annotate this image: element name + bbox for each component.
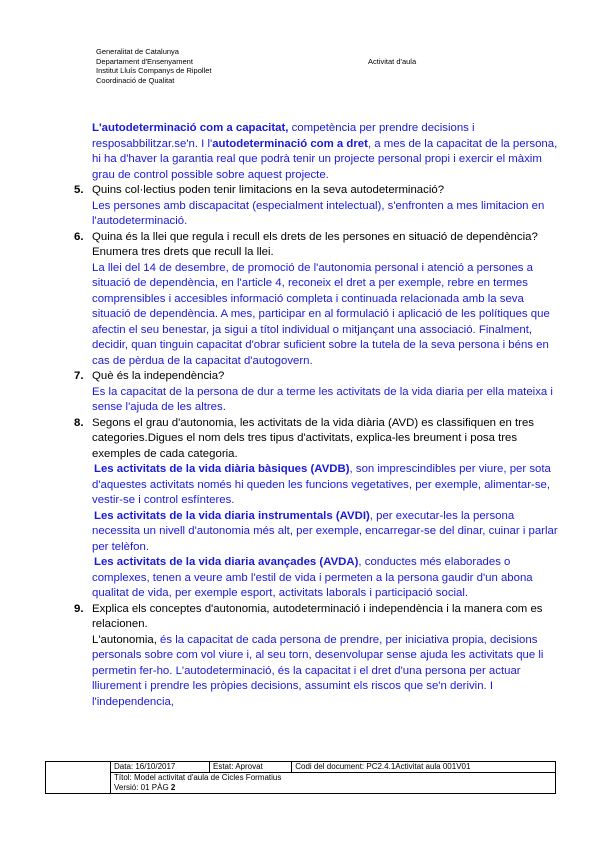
- header-line: Coordinació de Qualitat: [96, 75, 175, 85]
- answer-7: Es la capacitat de la persona de dur a terme les activitats de la vida diaria per ella mateixa i sense l'ajuda de les altres.: [92, 385, 553, 413]
- question-text: Explica els conceptes d'autonomia, autodeterminació i independència i la manera com es relacionen.: [92, 602, 543, 630]
- intro-bold-1: L'autodeterminació com a capacitat,: [92, 122, 289, 134]
- header-line: Generalitat de Catalunya: [96, 47, 179, 56]
- question-9: [74, 602, 560, 633]
- header-line: Departament d'Ensenyament: [96, 56, 193, 66]
- intro-text-2: , a mes de la capacitat de la persona, hi ha d'haver la garantia real que podrà tenir un projecte personal propi i exercir el màxim grau de control possible sobre aquest projecte.: [92, 137, 558, 181]
- answer-8-advanced: [74, 555, 560, 602]
- answer-6: La llei del 14 de desembre, de promoció de l'autonomia personal i atenció a persones a situació de dependència, en l'article 4, reconeix el dret a per exemple, rebre en termes comprensibles i accesibles informació completa i continuada relacionada amb la seva situació de dependència. A mes, participar en al formulació i aplicació de les polítiques que afectin el seu benestar, ja sigui a títol individual o mitjançant una associació. Finalment, decidir, quan tinguin capacitat d'obrar suficient sobre la tutela de la seva persona i béns en cas de pèrdua de la capacitat d'autogovern.: [92, 261, 550, 367]
- header-activity-label: Activitat d'aula: [368, 57, 417, 66]
- question-6: [74, 230, 560, 261]
- question-text: Quins col·lectius poden tenir limitacions en la seva autodeterminació?: [92, 184, 445, 196]
- answer-9-lead: L'autonomia,: [92, 633, 157, 646]
- footer-logo-cell: [46, 762, 111, 794]
- footer-title: Títol: Model activitat d'aula de Cicles Formatius: [111, 773, 556, 784]
- answer-5: Les persones amb discapacitat (especialment intelectual), s'enfronten a mes limitacion en l'autodeterminació.: [92, 199, 545, 227]
- avdi-text: , per executar-les la persona necessita un nivell d'autonomia més alt, per exemple, encarregar-se del dinar, cuinar i parlar per telèfon.: [92, 509, 558, 553]
- intro-paragraph: [74, 121, 560, 183]
- footer-version-text: Versió: 01 PÀG: [114, 783, 171, 792]
- question-text: Què és la independència?: [92, 370, 225, 382]
- answer-9-text: és la capacitat de cada persona de prendre, per iniciativa propia, decisions personals sobre com vol viure i, al seu torn, desenvolupar sense ajuda les activitats que li permetin fer-ho. L'autodeterminació, és la capacitat i el dret d'una persona per actuar lliurement i prendre les pròpies decisions, assumint els riscos que se'n derivin. I l'independencia,: [92, 633, 544, 708]
- intro-bold-2: autodeterminació com a dret: [212, 137, 368, 150]
- avdi-term: Les activitats de la vida diaria instrumentals (AVDI): [94, 509, 370, 522]
- question-text: Segons el grau d'autonomia, les activitats de la vida diària (AVD) es classifiquen en tres categories.Digues el nom dels tres tipus d'activitats, explica-les breument i posa tres exemples de cada categoria.: [92, 416, 534, 460]
- question-5: [74, 183, 560, 199]
- question-text: Quina és la llei que regula i recull els drets de les persones en situació de dependència? Enumera tres drets que recull la llei.: [92, 230, 538, 258]
- footer-version: [111, 783, 556, 794]
- avda-text: , conductes més elaborades o complexes, tenen a veure amb l'estil de vida i permeten a la persona gaudir d'un abona qualitat de vida, per exemple esport, activitats laborals i participació social.: [92, 556, 533, 599]
- intro-text-1: competència per prendre decisions i resposabbilitzar.se'n. I l': [92, 122, 475, 150]
- footer-date: Data: 16/10/2017: [111, 762, 210, 773]
- answer-8-basic: [74, 462, 560, 509]
- question-number: 7.: [74, 370, 84, 382]
- question-number: 8.: [74, 416, 84, 429]
- avda-term: Les activitats de la vida diaria avançades (AVDA): [94, 556, 359, 568]
- question-number: 5.: [74, 184, 84, 196]
- question-number: 6.: [74, 230, 84, 243]
- answer-8-instrumental: [74, 509, 560, 556]
- avdb-text: , son imprescindibles per viure, per sota d'aquestes activitats només hi queden les funcions vegetatives, per exemple, alimentar-se, vestir-se i control esfínteres.: [92, 463, 551, 506]
- question-number: 9.: [74, 602, 84, 615]
- document-footer-table: [45, 761, 556, 794]
- header-line: Institut Lluís Companys de Ripollet: [96, 66, 212, 75]
- document-header: [96, 47, 211, 85]
- footer-page-number: 2: [170, 783, 176, 792]
- footer-document-code: Codi del document: PC2.4.1Activitat aula 001V01: [292, 762, 556, 773]
- footer-status: Estat: Aprovat: [209, 762, 291, 773]
- avdb-term: Les activitats de la vida diària bàsiques (AVDB): [94, 463, 350, 475]
- answer-9: [74, 633, 560, 711]
- question-7: [74, 369, 560, 385]
- document-body: [74, 121, 560, 710]
- question-8: [74, 416, 560, 463]
